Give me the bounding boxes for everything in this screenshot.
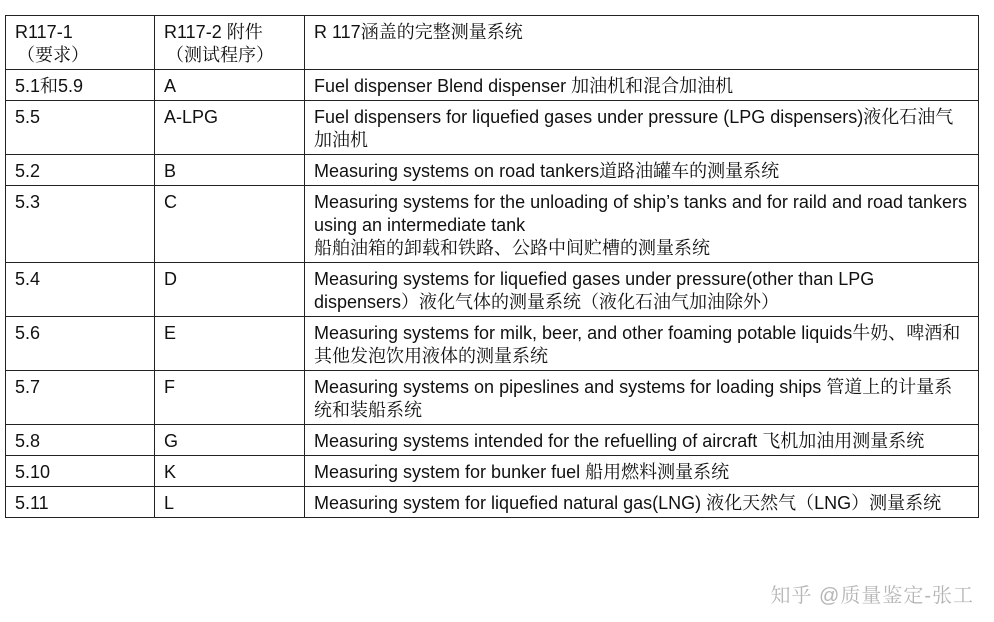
- header-systems: R 117涵盖的完整测量系统: [305, 16, 979, 70]
- table-row: [6, 317, 979, 371]
- header-annex: [155, 16, 305, 70]
- table-row: [6, 155, 979, 186]
- header-requirements-label: （要求）: [17, 45, 89, 65]
- table-row: [6, 263, 979, 317]
- description-cell: [305, 186, 979, 263]
- table-row: [6, 487, 979, 518]
- annex-cell: G: [155, 425, 305, 456]
- description-chinese: 船舶油箱的卸载和铁路、公路中间贮槽的测量系统: [314, 238, 710, 258]
- table-row: [6, 70, 979, 101]
- header-requirements-code: R117-1: [15, 22, 73, 42]
- requirement-cell: 5.4: [6, 263, 155, 317]
- annex-cell: E: [155, 317, 305, 371]
- requirement-cell: 5.11: [6, 487, 155, 518]
- requirement-cell: 5.7: [6, 371, 155, 425]
- annex-cell: B: [155, 155, 305, 186]
- table-row: [6, 425, 979, 456]
- description-cell: Measuring systems for milk, beer, and other foaming potable liquids牛奶、啤酒和其他发泡饮用液体的测量系统: [305, 317, 979, 371]
- description-cell: Measuring system for bunker fuel 船用燃料测量系统: [305, 456, 979, 487]
- header-requirements: [6, 16, 155, 70]
- requirement-cell: 5.8: [6, 425, 155, 456]
- annex-cell: L: [155, 487, 305, 518]
- annex-cell: D: [155, 263, 305, 317]
- description-cell: Measuring systems intended for the refuelling of aircraft 飞机加油用测量系统: [305, 425, 979, 456]
- header-annex-label: （测试程序）: [166, 45, 274, 65]
- requirement-cell: 5.3: [6, 186, 155, 263]
- requirement-cell: 5.1和5.9: [6, 70, 155, 101]
- description-cell: Measuring systems on road tankers道路油罐车的测量系统: [305, 155, 979, 186]
- table-row: [6, 186, 979, 263]
- description-cell: Measuring systems on pipeslines and systems for loading ships 管道上的计量系统和装船系统: [305, 371, 979, 425]
- requirement-cell: 5.10: [6, 456, 155, 487]
- table-row: [6, 456, 979, 487]
- watermark: 知乎 @质量鉴定-张工: [770, 585, 974, 607]
- table-row: [6, 101, 979, 155]
- header-annex-code: R117-2 附件: [164, 22, 263, 42]
- description-cell: Fuel dispensers for liquefied gases under pressure (LPG dispensers)液化石油气加油机: [305, 101, 979, 155]
- annex-cell: C: [155, 186, 305, 263]
- annex-cell: F: [155, 371, 305, 425]
- table-row: [6, 371, 979, 425]
- annex-cell: A: [155, 70, 305, 101]
- description-cell: Fuel dispenser Blend dispenser 加油机和混合加油机: [305, 70, 979, 101]
- header-row: [6, 16, 979, 70]
- requirement-cell: 5.6: [6, 317, 155, 371]
- r117-system-table: [5, 15, 979, 518]
- requirement-cell: 5.2: [6, 155, 155, 186]
- requirement-cell: 5.5: [6, 101, 155, 155]
- annex-cell: A-LPG: [155, 101, 305, 155]
- description-cell: Measuring system for liquefied natural gas(LNG) 液化天然气（LNG）测量系统: [305, 487, 979, 518]
- description-english: Measuring systems for the unloading of ship’s tanks and for raild and road tankers using an intermediate tank: [314, 192, 968, 235]
- description-cell: Measuring systems for liquefied gases under pressure(other than LPG dispensers）液化气体的测量系统（液化石油气加油除外）: [305, 263, 979, 317]
- annex-cell: K: [155, 456, 305, 487]
